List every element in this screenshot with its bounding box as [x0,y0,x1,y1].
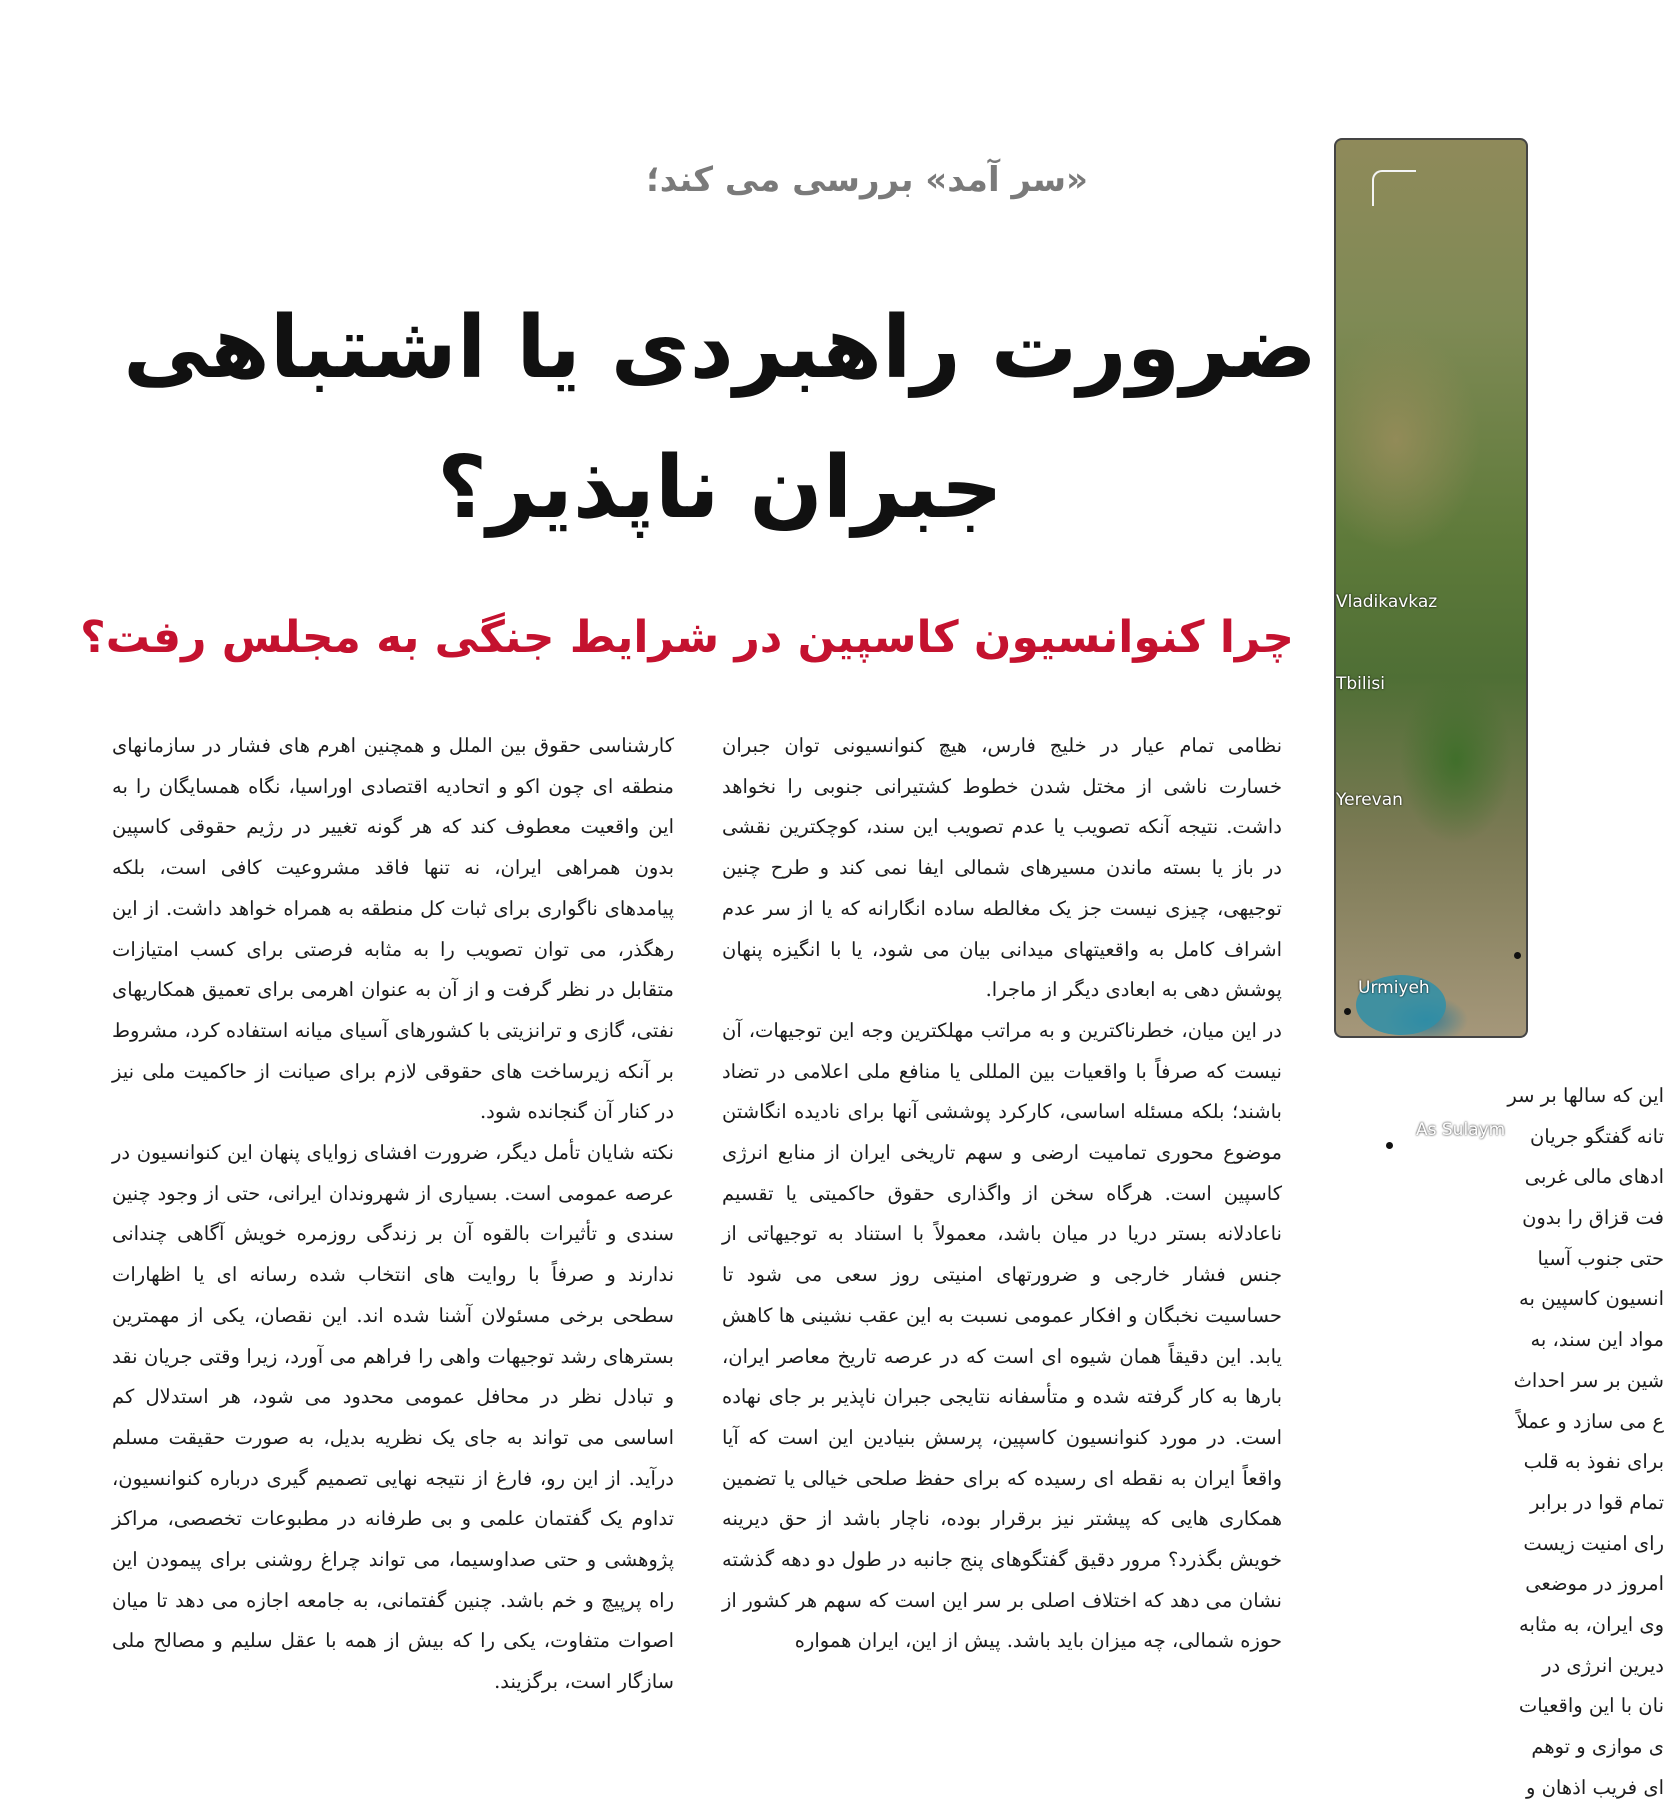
text-line: ی موازی و توهم [1531,1735,1664,1758]
article-column-left [112,726,674,1703]
headline-line-1: ضرورت راهبردی یا اشتباهی [123,298,1317,398]
headline [110,278,1330,558]
map-city-dot [1514,952,1521,959]
text-line: تانه گفتگو جریان [1529,1124,1664,1148]
text-line: برای نفوذ به قلب [1523,1450,1664,1474]
paragraph: نکته شایان تأمل دیگر، ضرورت افشای زوایای پنهان این کنوانسیون در عرصه عمومی است. بسیاری از شهروندان ایرانی، حتی از وجود چنین سندی و تأثیرات بالقوه آن بر زندگی روزمره خویش آگاهی چندانی ندارند و صرفاً با روایت های انتخاب شده رسانه ای یا اظهارات سطحی برخی مسئولان آشنا شده اند. این نقصان، یکی از مهمترین بسترهای رشد توجیهات واهی را فراهم می آورد، زیرا وقتی جریان نقد و تبادل نظر در محافل عمومی محدود می شود، هر استدلال کم اساسی می تواند به جای یک نظریه بدیل، به صورت حقیقت مسلم درآید. از این رو، فارغ از نتیجه نهایی تصمیم گیری درباره کنوانسیون، تداوم یک گفتمان علمی و بی طرفانه در مطبوعات تخصصی، مراکز پژوهشی و حتی صداوسیما، می تواند چراغ روشنی برای پیمودن این راه پرپیچ و خم باشد. چنین گفتمانی، به جامعه اجازه می دهد تا میان اصوات متفاوت، یکی را که بیش از همه با عقل سلیم و مصالح ملی سازگار است، برگزیند. [112,1141,674,1694]
text-line: انسیون کاسپین به [1519,1287,1664,1311]
article-column-right [722,726,1282,1662]
text-line: نان با این واقعیات [1518,1694,1664,1718]
map-label-yerevan: Yerevan [1336,790,1403,810]
text-line: این که سالها بر سر [1507,1084,1664,1107]
text-line: دیرین انرژی در [1542,1653,1664,1677]
text-line: حتی جنوب آسیا [1537,1246,1664,1270]
paragraph: کارشناسی حقوق بین الملل و همچنین اهرم های فشار در سازمانهای منطقه ای چون اکو و اتحادیه اقتصادی اوراسیا، نگاه همسایگان را به این واقعیت معطوف کند که هر گونه تغییر در رژیم حقوقی کاسپین بدون همراهی ایران، نه تنها فاقد مشروعیت کافی است، بلکه پیامدهای ناگواری برای ثبات کل منطقه به همراه خواهد داشت. از این رهگذر، می توان تصویب را به مثابه فرصتی برای کسب امتیازات متقابل در نظر گرفت و از آن به عنوان اهرمی برای تعمیق همکاریهای نفتی، گازی و ترانزیتی با کشورهای آسیای میانه استفاده کرد، مشروط بر آنکه زیرساخت های حقوقی لازم برای صیانت از حاکمیت ملی نیز در کنار آن گنجانده شود. [112,734,674,1124]
article-column-cropped [1334,1076,1664,1808]
paragraph: نظامی تمام عیار در خلیج فارس، هیچ کنوانسیونی توان جبران خسارت ناشی از مختل شدن خطوط کشتیرانی جنوبی را نخواهد داشت. نتیجه آنکه تصویب یا عدم تصویب این سند، کوچکترین نقشی در باز یا بسته ماندن مسیرهای شمالی ایفا نمی کند و طرح چنین توجیهی، چیزی نیست جز یک مغالطه ساده انگارانه که یا از سر عدم اشراف کامل به واقعیتهای میدانی بیان می شود، یا با انگیزه پنهان پوشش دهی به ابعادی دیگر از ماجرا. [722,734,1282,1002]
text-line: تمام قوا در برابر [1529,1490,1664,1514]
text-line: امروز در موضعی [1525,1572,1664,1596]
map-label-vladikavkaz: Vladikavkaz [1336,592,1438,612]
frame-corner-mark [1372,170,1416,206]
subheadline: چرا کنوانسیون کاسپین در شرایط جنگی به مجلس رفت؟ [80,612,1294,663]
text-line: مواد این سند، به [1530,1328,1664,1352]
headline-line-2: جبران ناپذیر؟ [437,438,1003,538]
map-label-tbilisi: Tbilisi [1336,674,1385,694]
region-map-photo [1334,138,1528,1140]
text-line: ادهای مالی غربی [1524,1165,1664,1189]
map-city-dot [1344,1008,1351,1015]
text-line: ای فریب اذهان و [1526,1775,1664,1799]
map-label-as-sulaym: As Sulaym [1416,1120,1506,1140]
text-line: وی ایران، به مثابه [1519,1612,1664,1636]
map-label-urmiyeh: Urmiyeh [1358,978,1430,998]
text-line: شین بر سر احداث [1513,1368,1664,1392]
kicker: «سر آمد» بررسی می کند؛ [646,160,1088,200]
paragraph: در این میان، خطرناکترین و به مراتب مهلکترین وجه این توجیهات، آن نیست که صرفاً با واقعیات بین المللی یا منافع ملی اعلامی در تضاد باشند؛ بلکه مسئله اساسی، کارکرد پوششی آنها برای نادیده انگاشتن موضوع محوری تمامیت ارضی و سهم تاریخی ایران از منابع انرژی کاسپین است. هرگاه سخن از واگذاری حقوق حاکمیتی یا تقسیم ناعادلانه بستر دریا در میان باشد، معمولاً با استناد به توجیهاتی از جنس فشار خارجی و ضرورتهای امنیتی روز سعی می شود تا حساسیت نخبگان و افکار عمومی نسبت به این عقب نشینی ها کاهش یابد. این دقیقاً همان شیوه ای است که در عرصه تاریخ معاصر ایران، بارها به کار گرفته شده و متأسفانه نتایجی جبران ناپذیر بر جای نهاده است. در مورد کنوانسیون کاسپین، پرسش بنیادین این است که آیا واقعاً ایران به نقطه ای رسیده که برای حفظ صلحی خیالی یا تضمین همکاری هایی که پیشتر نیز برقرار بوده، ناچار باشد از حق دیرینه خویش بگذرد؟ مرور دقیق گفتگوهای پنج جانبه در طول دو دهه گذشته نشان می دهد که اختلاف اصلی بر سر این است که سهم هر کشور از حوزه شمالی، چه میزان باید باشد. پیش از این، ایران همواره [722,1018,1282,1653]
text-line: فت قزاق را بدون [1522,1206,1664,1230]
text-line: رای امنیت زیست [1523,1531,1664,1555]
text-line: ع می سازد و عملاً [1516,1409,1664,1433]
